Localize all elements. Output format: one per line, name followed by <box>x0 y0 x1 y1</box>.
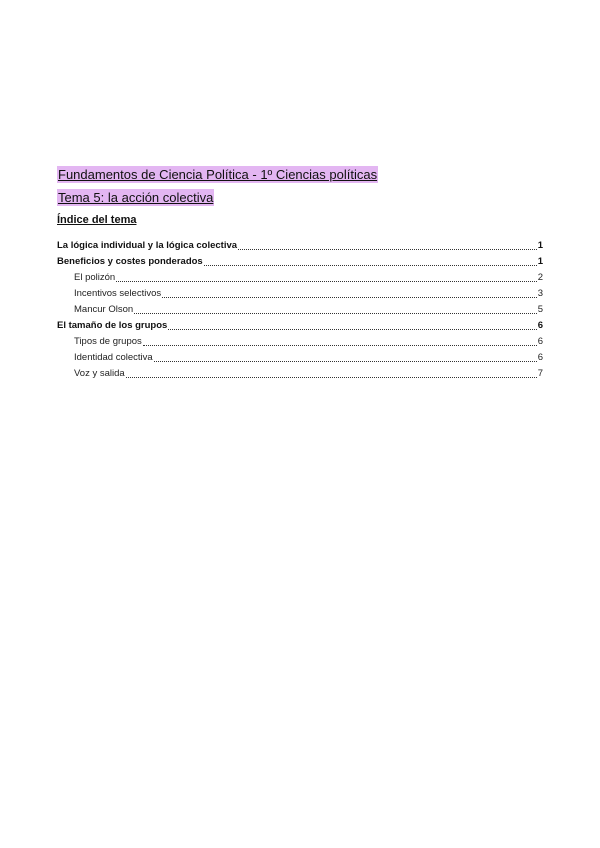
toc-entry-page: 3 <box>537 288 543 299</box>
toc-entry-label: Identidad colectiva <box>74 352 153 363</box>
toc-entry-label: Mancur Olson <box>74 304 134 315</box>
toc-entry[interactable] <box>57 302 543 318</box>
toc-leader-dots <box>204 265 537 266</box>
toc-entry-label: El tamaño de los grupos <box>57 320 168 331</box>
toc-entry-label: Incentivos selectivos <box>74 288 162 299</box>
toc-entry[interactable] <box>57 254 543 270</box>
toc-entry-label: Tipos de grupos <box>74 336 142 347</box>
toc-entry[interactable] <box>57 318 543 334</box>
toc-leader-dots <box>126 377 537 378</box>
toc-entry[interactable] <box>57 270 543 286</box>
toc-entry-page: 7 <box>537 368 543 379</box>
toc-entry-label: Voz y salida <box>74 368 125 379</box>
toc-entry-page: 5 <box>537 304 543 315</box>
toc-leader-dots <box>168 329 536 330</box>
toc-entry-label: El polizón <box>74 272 116 283</box>
topic-title: Tema 5: la acción colectiva <box>58 190 214 205</box>
toc-entry[interactable] <box>57 286 543 302</box>
toc-entry[interactable] <box>57 238 543 254</box>
toc-entry-page: 1 <box>537 240 543 251</box>
toc-entry-page: 1 <box>537 256 543 267</box>
toc-entry-page: 6 <box>537 336 543 347</box>
toc-entry[interactable] <box>57 366 543 382</box>
toc-entry-page: 2 <box>537 272 543 283</box>
toc-entry-label: La lógica individual y la lógica colectiva <box>57 240 238 251</box>
toc-entry-label: Beneficios y costes ponderados <box>57 256 203 267</box>
toc-leader-dots <box>154 361 537 362</box>
toc-leader-dots <box>238 249 537 250</box>
index-heading: Índice del tema <box>57 214 137 226</box>
toc-leader-dots <box>134 313 537 314</box>
document-header <box>57 166 378 207</box>
toc-leader-dots <box>162 297 537 298</box>
course-title: Fundamentos de Ciencia Política - 1º Ciencias políticas <box>58 167 378 182</box>
toc-entry[interactable] <box>57 334 543 350</box>
toc-leader-dots <box>143 345 537 346</box>
table-of-contents <box>57 238 543 382</box>
toc-entry-page: 6 <box>537 320 543 331</box>
toc-entry-page: 6 <box>537 352 543 363</box>
toc-entry[interactable] <box>57 350 543 366</box>
toc-leader-dots <box>116 281 537 282</box>
